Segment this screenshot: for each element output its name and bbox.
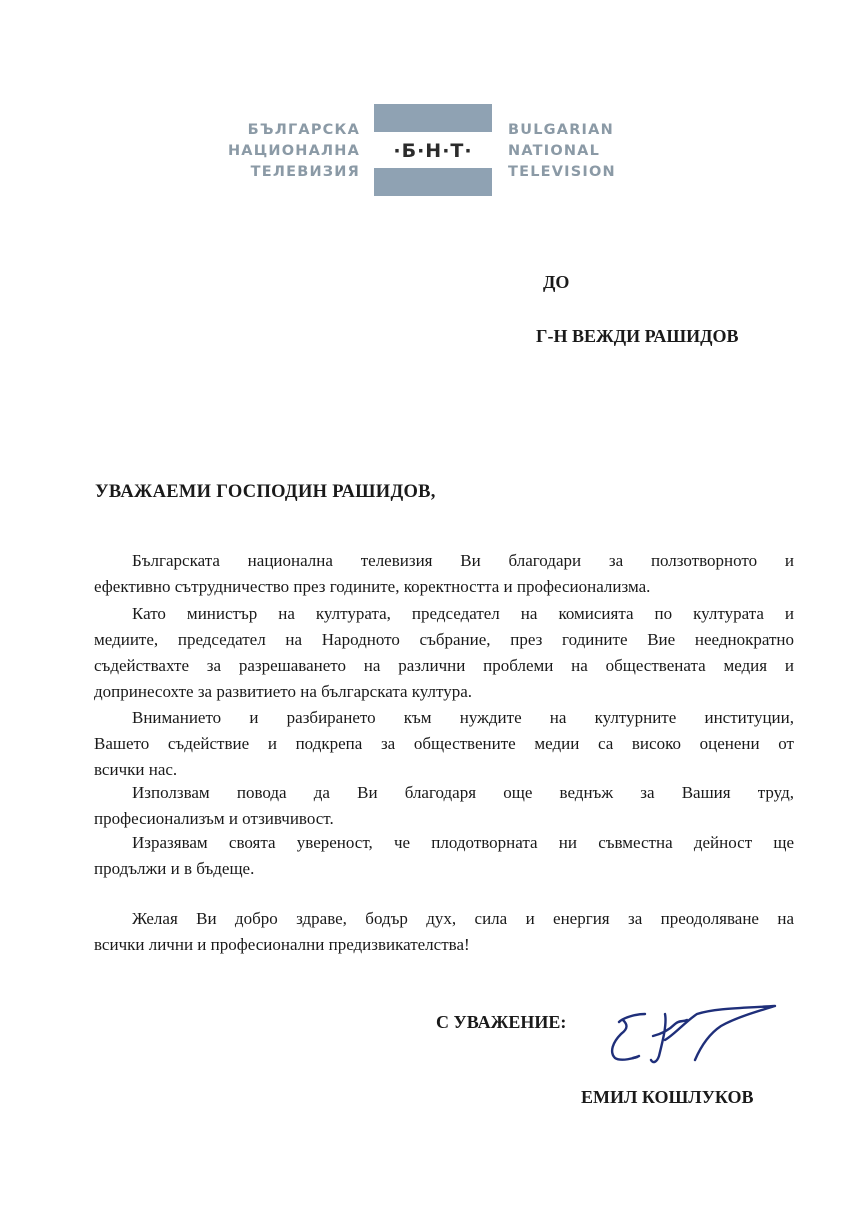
paragraph-line: съдействахте за разрешаването на различни проблеми на обществената медия и (94, 656, 794, 675)
paragraph-line: Като министър на културата, председател на комисията по културата и (132, 604, 794, 623)
logo-mark: ·Б·Н·Т· (393, 140, 473, 162)
paragraph (94, 601, 794, 705)
addressee-to-label: ДО (543, 272, 570, 292)
logo-text-bulgarian (150, 120, 360, 183)
paragraph-line: Вниманието и разбирането към нуждите на културните институции, (132, 708, 794, 727)
paragraph-line: Изразявам своята увереност, че плодотворната ни съвместна дейност ще (132, 833, 794, 852)
bnt-logo (374, 104, 492, 196)
paragraph (94, 548, 794, 600)
signer-name: ЕМИЛ КОШЛУКОВ (581, 1087, 754, 1107)
salutation: УВАЖАЕМИ ГОСПОДИН РАШИДОВ, (95, 482, 436, 502)
paragraph (94, 830, 794, 882)
logo-line: TELEVISION (508, 164, 616, 180)
closing-phrase: С УВАЖЕНИЕ: (436, 1012, 567, 1032)
paragraph (94, 705, 794, 783)
paragraph (94, 780, 794, 832)
paragraph-line: медиите, председател на Народното събрание, през годините Вие нееднократно (94, 630, 794, 649)
paragraph (94, 906, 794, 958)
logo-bar-top (374, 104, 492, 132)
logo-bar-bottom (374, 168, 492, 196)
paragraph-line: всички лични и професионални предизвикателства! (94, 935, 470, 954)
logo-line: ТЕЛЕВИЗИЯ (250, 164, 360, 180)
paragraph-line: ефективно сътрудничество през годините, коректността и професионализма. (94, 577, 651, 596)
logo-line: BULGARIAN (508, 122, 614, 138)
handwritten-signature (605, 1000, 785, 1070)
paragraph-line: Вашето съдействие и подкрепа за обществените медии са високо оценени от (94, 734, 794, 753)
logo-line: БЪЛГАРСКА (247, 122, 360, 138)
paragraph-line: Желая Ви добро здраве, бодър дух, сила и енергия за преодоляване на (132, 909, 794, 928)
logo-line: НАЦИОНАЛНА (227, 143, 360, 159)
addressee-name: Г-Н ВЕЖДИ РАШИДОВ (536, 326, 739, 346)
logo-text-english (508, 120, 718, 183)
paragraph-line: допринесохте за развитието на българската култура. (94, 682, 473, 701)
paragraph-line: Използвам повода да Ви благодаря още веднъж за Вашия труд, (132, 783, 794, 802)
paragraph-line: продължи и в бъдеще. (94, 859, 255, 878)
logo-line: NATIONAL (508, 143, 601, 159)
paragraph-line: професионализъм и отзивчивост. (94, 809, 334, 828)
paragraph-line: Българската национална телевизия Ви благодари за ползотворното и (132, 551, 794, 570)
paragraph-line: всички нас. (94, 760, 178, 779)
